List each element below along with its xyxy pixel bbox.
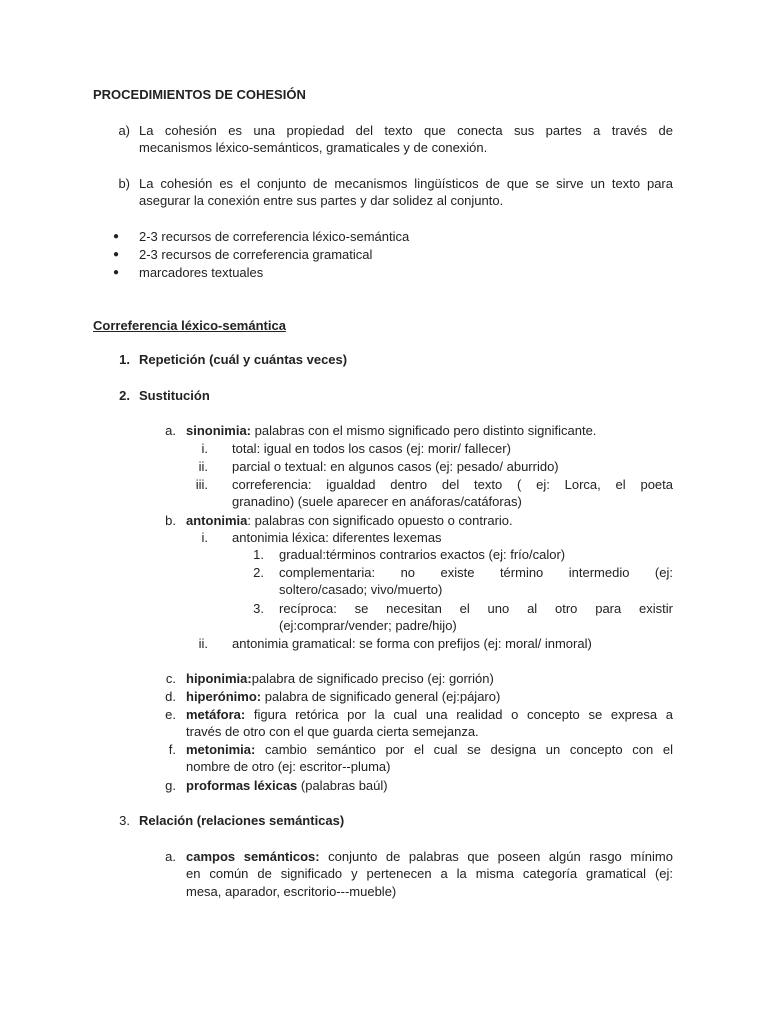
list-item-repeticion: Repetición (cuál y cuántas veces) bbox=[139, 352, 348, 367]
list-marker: 1. bbox=[119, 352, 130, 367]
list-marker: i. bbox=[201, 441, 208, 456]
bullet-item: 2-3 recursos de correferencia léxico-semántica bbox=[139, 229, 410, 244]
list-marker: e. bbox=[165, 707, 176, 722]
sinonimia-total: total: igual en todos los casos (ej: morir/ fallecer) bbox=[232, 441, 511, 456]
bullet-icon: ● bbox=[113, 249, 120, 260]
bullet-icon: ● bbox=[113, 267, 120, 278]
antonimia-lexica: antonimia léxica: diferentes lexemas bbox=[232, 530, 442, 545]
definition-b-line1: La cohesión es el conjunto de mecanismos lingüísticos de que se sirve un texto para bbox=[139, 176, 673, 191]
list-marker: d. bbox=[165, 689, 176, 704]
antonimia-gramatical: antonimia gramatical: se forma con prefijos (ej: moral/ inmoral) bbox=[232, 636, 592, 651]
list-marker: i. bbox=[201, 530, 208, 545]
metafora-line1: metáfora: figura retórica por la cual una realidad o concepto se expresa a bbox=[186, 707, 673, 722]
list-marker: 2. bbox=[253, 565, 264, 580]
sinonimia-parcial: parcial o textual: en algunos casos (ej: pesado/ aburrido) bbox=[232, 459, 559, 474]
list-marker: b. bbox=[165, 513, 176, 528]
list-marker: g. bbox=[165, 778, 176, 793]
list-marker: a. bbox=[165, 849, 176, 864]
campos-line2: en común de significado y pertenecen a la misma categoría gramatical (ej: bbox=[186, 866, 673, 881]
list-marker: a. bbox=[165, 423, 176, 438]
list-marker: ii. bbox=[198, 459, 208, 474]
bullet-icon: ● bbox=[113, 231, 120, 242]
list-marker: f. bbox=[168, 742, 176, 757]
metonimia-line1: metonimia: cambio semántico por el cual se designa un concepto con el bbox=[186, 742, 673, 757]
antonimia-item: antonimia: palabras con significado opuesto o contrario. bbox=[186, 513, 513, 528]
definition-marker: b) bbox=[118, 176, 130, 191]
antonimia-complementaria-line2: soltero/casado; vivo/muerto) bbox=[279, 582, 443, 597]
sinonimia-correferencia-line1: correferencia: igualdad dentro del texto ( ej: Lorca, el poeta bbox=[232, 477, 673, 492]
sinonimia-correferencia-line2: granadino) (suele aparecer en anáforas/catáforas) bbox=[232, 494, 522, 509]
list-item-relacion: Relación (relaciones semánticas) bbox=[139, 813, 345, 828]
list-marker: ii. bbox=[198, 636, 208, 651]
list-marker: 1. bbox=[253, 547, 264, 562]
definition-a-line2: mecanismos léxico-semánticos, gramaticales y de conexión. bbox=[139, 140, 488, 155]
section-title: Correferencia léxico-semántica bbox=[93, 318, 286, 333]
definition-b-line2: asegurar la conexión entre sus partes y dar solidez al conjunto. bbox=[139, 193, 504, 208]
list-marker: c. bbox=[165, 671, 176, 686]
campos-line3: mesa, aparador, escritorio---mueble) bbox=[186, 884, 397, 899]
bullet-item: 2-3 recursos de correferencia gramatical bbox=[139, 247, 373, 262]
antonimia-gradual: gradual:términos contrarios exactos (ej: frío/calor) bbox=[279, 547, 566, 562]
antonimia-reciproca-line1: recíproca: se necesitan el uno al otro para existir bbox=[279, 601, 673, 616]
list-marker: iii. bbox=[195, 477, 208, 492]
antonimia-complementaria-line1: complementaria: no existe término intermedio (ej: bbox=[279, 565, 673, 580]
list-item-sustitucion: Sustitución bbox=[139, 388, 210, 403]
proformas-item: proformas léxicas (palabras baúl) bbox=[186, 778, 388, 793]
hiponimia-item: hiponimia:palabra de significado preciso (ej: gorrión) bbox=[186, 671, 494, 686]
hiperonimo-item: hiperónimo: palabra de significado general (ej:pájaro) bbox=[186, 689, 501, 704]
page-title: PROCEDIMIENTOS DE COHESIÓN bbox=[93, 87, 306, 102]
definition-a-line1: La cohesión es una propiedad del texto que conecta sus partes a través de bbox=[139, 123, 673, 138]
antonimia-reciproca-line2: (ej:comprar/vender; padre/hijo) bbox=[279, 618, 457, 633]
list-marker: 3. bbox=[253, 601, 264, 616]
sinonimia-item: sinonimia: palabras con el mismo significado pero distinto significante. bbox=[186, 423, 597, 438]
campos-line1: campos semánticos: conjunto de palabras que poseen algún rasgo mínimo bbox=[186, 849, 673, 864]
metonimia-line2: nombre de otro (ej: escritor--pluma) bbox=[186, 759, 391, 774]
list-marker: 3. bbox=[119, 813, 130, 828]
metafora-line2: través de otro con el que guarda cierta semejanza. bbox=[186, 724, 479, 739]
list-marker: 2. bbox=[119, 388, 130, 403]
bullet-item: marcadores textuales bbox=[139, 265, 264, 280]
definition-marker: a) bbox=[118, 123, 130, 138]
